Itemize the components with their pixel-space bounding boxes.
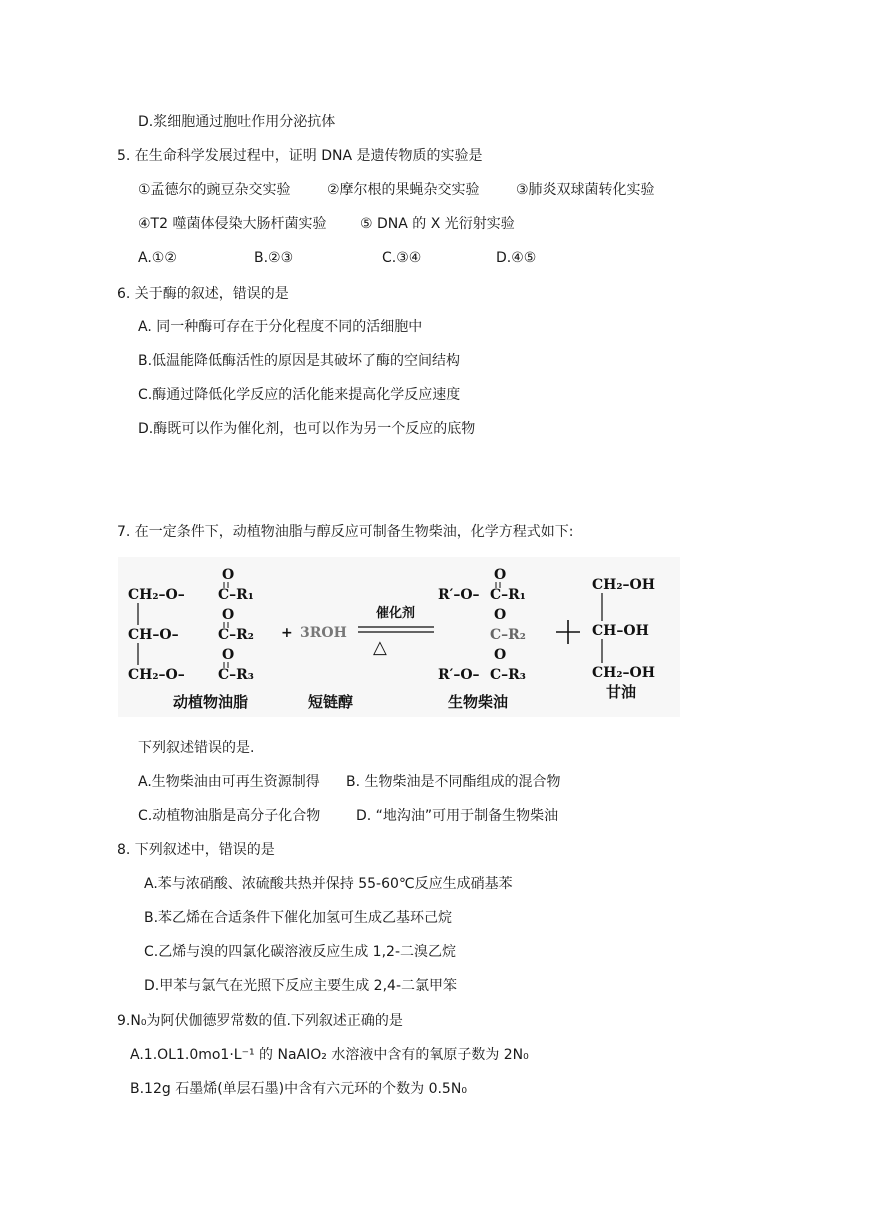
heat-symbol: △ (373, 637, 387, 658)
q5-option-d: D.④⑤ (496, 250, 537, 266)
q7-option-c: C.动植物油脂是高分子化合物 (138, 808, 321, 824)
q5-option-b: B.②③ (254, 250, 294, 266)
q9-option-a: A.1.OL1.0mo1·L⁻¹ 的 NaAIO₂ 水溶液中含有的氧原子数为 2N₀ (130, 1047, 529, 1063)
q8-stem: 8. 下列叙述中，错误的是 (117, 842, 275, 858)
q8-option-a: A.苯与浓硝酸、浓硫酸共热并保持 55-60℃反应生成硝基苯 (144, 876, 513, 892)
product1-row3-cr: C–R₃ (490, 667, 526, 683)
q8-option-b: B.苯乙烯在合适条件下催化加氢可生成乙基环己烷 (144, 910, 453, 926)
product1-row1-ro: R′–O– (438, 587, 480, 603)
q8-option-d: D.甲苯与氯气在光照下反应主要生成 2,4-二氯甲笨 (144, 978, 457, 994)
biodiesel-reaction-equation (118, 557, 680, 717)
q5-item-5: ⑤ DNA 的 X 光衍射实验 (360, 216, 515, 232)
reactant1-label: 动植物油脂 (173, 693, 249, 711)
q7-prompt: 下列叙述错误的是. (138, 740, 255, 756)
product1-label: 生物柴油 (448, 693, 509, 711)
q7-option-d: D. “地沟油”可用于制备生物柴油 (356, 808, 559, 824)
reactant1-row1-o: O (222, 567, 235, 583)
q5-item-2: ②摩尔根的果蝇杂交实验 (327, 182, 480, 198)
q5-option-a: A.①② (138, 250, 177, 266)
product2-label: 甘油 (606, 683, 637, 701)
q5-item-3: ③肺炎双球菌转化实验 (516, 182, 655, 198)
reactant1-row2-cr: C–R₂ (218, 627, 254, 643)
reactant1-row3-o: O (222, 647, 235, 663)
q5-stem: 5. 在生命科学发展过程中，证明 DNA 是遗传物质的实验是 (117, 148, 483, 164)
reactant2-label: 短链醇 (308, 693, 354, 711)
q4-option-d: D.浆细胞通过胞吐作用分泌抗体 (138, 114, 336, 130)
product1-row2-cr: C–R₂ (490, 627, 526, 643)
q5-item-1: ①孟德尔的豌豆杂交实验 (138, 182, 291, 198)
q5-option-c: C.③④ (382, 250, 422, 266)
q9-stem: 9.N₀为阿伏伽德罗常数的值.下列叙述正确的是 (117, 1013, 403, 1029)
q8-option-c: C.乙烯与溴的四氯化碳溶液反应生成 1,2-二溴乙烷 (144, 944, 456, 960)
reactant1-row3-ch2o: CH₂–O– (128, 667, 185, 683)
reactant1-row2-cho: CH–O– (128, 627, 179, 643)
reactant1-row1-cr: C–R₁ (218, 587, 254, 603)
product2-row3: CH₂–OH (592, 665, 655, 681)
q7-option-a: A.生物柴油由可再生资源制得 (138, 774, 320, 790)
q7-option-b: B. 生物柴油是不同酯组成的混合物 (346, 774, 561, 790)
q5-options (138, 248, 698, 268)
q6-option-c: C.酶通过降低化学反应的活化能来提高化学反应速度 (138, 387, 461, 403)
product1-row3-ro: R′–O– (438, 667, 480, 683)
product1-row1-cr: C–R₁ (490, 587, 526, 603)
q5-item-4: ④T2 噬菌体侵染大肠杆菌实验 (138, 216, 327, 232)
q6-option-d: D.酶既可以作为催化剂，也可以作为另一个反应的底物 (138, 421, 476, 437)
product2-row2: CH–OH (592, 623, 649, 639)
reactant1-row1-ch2o: CH₂–O– (128, 587, 185, 603)
q5-items-row-2 (138, 214, 698, 234)
alcohol-formula: 3ROH (300, 625, 347, 641)
plus-sign-1: + (281, 625, 293, 641)
q6-stem: 6. 关于酶的叙述，错误的是 (117, 286, 289, 302)
q6-option-b: B.低温能降低酶活性的原因是其破坏了酶的空间结构 (138, 353, 461, 369)
q7-options-row-1 (138, 772, 698, 792)
q5-items-row-1 (138, 180, 698, 200)
q9-option-b: B.12g 石墨烯(单层石墨)中含有六元环的个数为 0.5N₀ (130, 1081, 467, 1097)
product1-row3-o: O (494, 647, 507, 663)
reactant1-row3-cr: C–R₃ (218, 667, 254, 683)
product1-row1-o: O (494, 567, 507, 583)
catalyst-label: 催化剂 (376, 606, 416, 621)
q6-option-a: A. 同一种酶可存在于分化程度不同的活细胞中 (138, 319, 423, 335)
q7-stem: 7. 在一定条件下，动植物油脂与醇反应可制备生物柴油，化学方程式如下: (117, 524, 574, 540)
q7-options-row-2 (138, 806, 698, 826)
product2-row1: CH₂–OH (592, 577, 655, 593)
product1-row2-o: O (494, 607, 507, 623)
reactant1-row2-o: O (222, 607, 235, 623)
